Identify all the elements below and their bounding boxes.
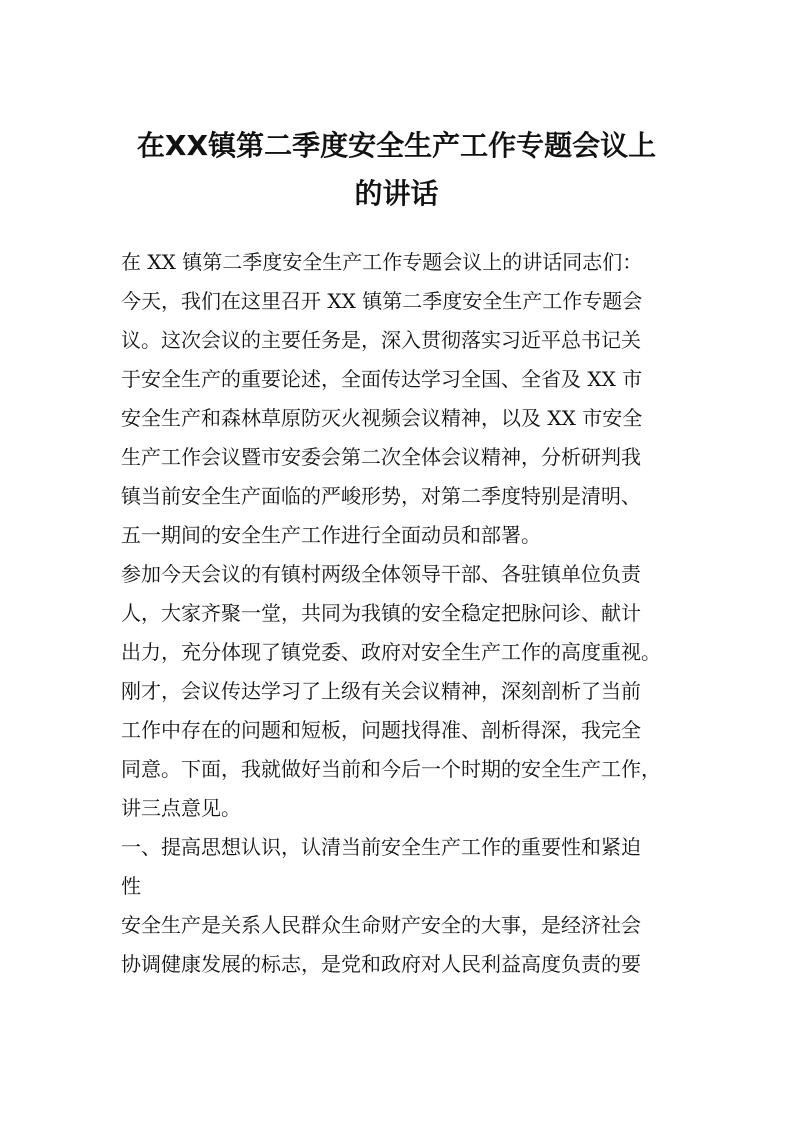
- document-title-line-1: 在XX镇第二季度安全生产工作专题会议上: [136, 129, 657, 162]
- document-title-line-2: 的讲话: [354, 177, 439, 210]
- paragraph-line: 工作中存在的问题和短板，问题找得准、剖析得深，我完全: [121, 718, 641, 742]
- paragraph-line: 镇当前安全生产面临的严峻形势，对第二季度特别是清明、: [121, 484, 641, 508]
- paragraph-line: 安全生产是关系人民群众生命财产安全的大事，是经济社会: [121, 913, 641, 937]
- paragraph-line: 安全生产和森林草原防灭火视频会议精神，以及 XX 市安全: [121, 406, 643, 430]
- section-heading-line: 一、提高思想认识，认清当前安全生产工作的重要性和紧迫: [121, 835, 641, 859]
- paragraph-line: 同意。下面，我就做好当前和今后一个时期的安全生产工作，: [121, 757, 661, 781]
- paragraph-line: 刚才，会议传达学习了上级有关会议精神，深刻剖析了当前: [121, 679, 641, 703]
- paragraph-line: 参加今天会议的有镇村两级全体领导干部、各驻镇单位负责: [121, 562, 641, 586]
- paragraph-line: 议。这次会议的主要任务是，深入贯彻落实习近平总书记关: [121, 328, 641, 352]
- paragraph-line: 今天，我们在这里召开 XX 镇第二季度安全生产工作专题会: [121, 289, 643, 313]
- paragraph-line: 讲三点意见。: [121, 796, 241, 820]
- paragraph-line: 在 XX 镇第二季度安全生产工作专题会议上的讲话同志们：: [121, 250, 643, 274]
- paragraph-line: 协调健康发展的标志，是党和政府对人民利益高度负责的要: [121, 952, 641, 976]
- paragraph-line: 人，大家齐聚一堂，共同为我镇的安全稳定把脉问诊、献计: [121, 601, 641, 625]
- paragraph-line: 五一期间的安全生产工作进行全面动员和部署。: [121, 523, 541, 547]
- section-heading-line: 性: [121, 874, 141, 898]
- paragraph-line: 于安全生产的重要论述，全面传达学习全国、全省及 XX 市: [121, 367, 643, 391]
- paragraph-line: 出力，充分体现了镇党委、政府对安全生产工作的高度重视。: [121, 640, 661, 664]
- paragraph-line: 生产工作会议暨市安委会第二次全体会议精神，分析研判我: [121, 445, 641, 469]
